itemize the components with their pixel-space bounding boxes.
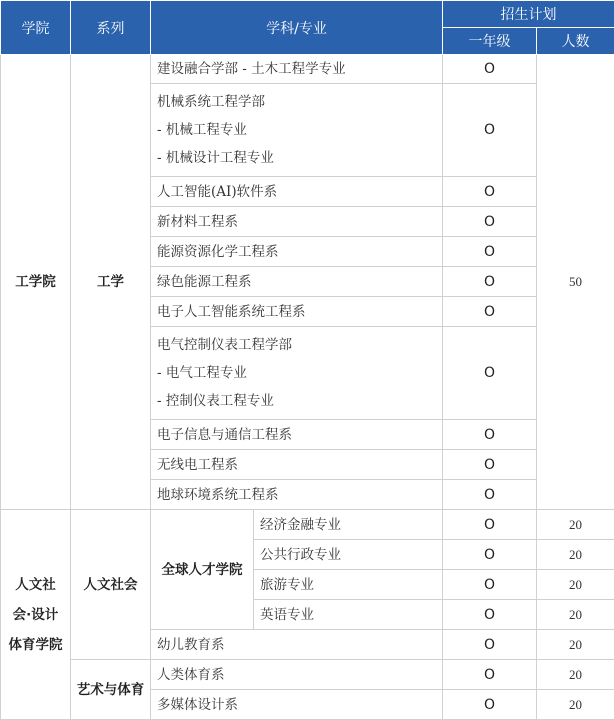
major-count: 20 [537,570,614,600]
series-arts: 艺术与体育 [71,660,151,720]
header-series: 系列 [71,1,151,55]
grade1-mark: O [443,660,537,690]
discipline-row: 能源资源化学工程系 [151,237,443,267]
discipline-row [151,327,443,420]
college-line: 会·设计 [5,600,66,630]
major-row: 旅游专业 [254,570,443,600]
grade1-mark: O [443,207,537,237]
header-grade1: 一年级 [443,28,537,55]
grade1-mark: O [443,84,537,177]
header-discipline: 学科/专业 [151,1,443,55]
grade1-mark: O [443,630,537,660]
college-engineering: 工学院 [1,55,71,510]
major-count: 20 [537,630,614,660]
major-row: 公共行政专业 [254,540,443,570]
discipline-row: 绿色能源工程系 [151,267,443,297]
school-global-talent: 全球人才学院 [151,510,254,630]
header-count: 人数 [537,28,614,55]
grade1-mark: O [443,600,537,630]
college-humanities [1,510,71,720]
grade1-mark: O [443,450,537,480]
major-row: 经济金融专业 [254,510,443,540]
grade1-mark: O [443,237,537,267]
discipline-line: - 控制仪表工程专业 [157,387,436,415]
college-line: 人文社 [5,570,66,600]
discipline-row: 人类体育系 [151,660,443,690]
discipline-row: 幼儿教育系 [151,630,443,660]
discipline-row: 建设融合学部 - 土木工程学专业 [151,55,443,84]
grade1-mark: O [443,297,537,327]
header-college: 学院 [1,1,71,55]
discipline-line: - 机械设计工程专业 [157,144,436,172]
count-engineering: 50 [537,55,614,510]
discipline-row: 电子信息与通信工程系 [151,420,443,450]
discipline-line: 电气控制仪表工程学部 [157,331,436,359]
major-count: 20 [537,510,614,540]
grade1-mark: O [443,570,537,600]
series-engineering: 工学 [71,55,151,510]
discipline-row: 电子人工智能系统工程系 [151,297,443,327]
grade1-mark: O [443,327,537,420]
series-social: 人文社会 [71,510,151,660]
grade1-mark: O [443,480,537,510]
grade1-mark: O [443,690,537,720]
discipline-row: 新材料工程系 [151,207,443,237]
grade1-mark: O [443,420,537,450]
discipline-row: 无线电工程系 [151,450,443,480]
discipline-row: 人工智能(AI)软件系 [151,177,443,207]
grade1-mark: O [443,177,537,207]
college-line: 体育学院 [5,630,66,660]
grade1-mark: O [443,55,537,84]
grade1-mark: O [443,267,537,297]
discipline-line: - 机械工程专业 [157,116,436,144]
discipline-row [151,84,443,177]
discipline-line: - 电气工程专业 [157,359,436,387]
major-count: 20 [537,660,614,690]
discipline-row: 地球环境系统工程系 [151,480,443,510]
grade1-mark: O [443,510,537,540]
major-count: 20 [537,690,614,720]
major-count: 20 [537,600,614,630]
major-row: 英语专业 [254,600,443,630]
header-plan: 招生计划 [443,1,614,28]
grade1-mark: O [443,540,537,570]
major-count: 20 [537,540,614,570]
discipline-line: 机械系统工程学部 [157,88,436,116]
discipline-row: 多媒体设计系 [151,690,443,720]
